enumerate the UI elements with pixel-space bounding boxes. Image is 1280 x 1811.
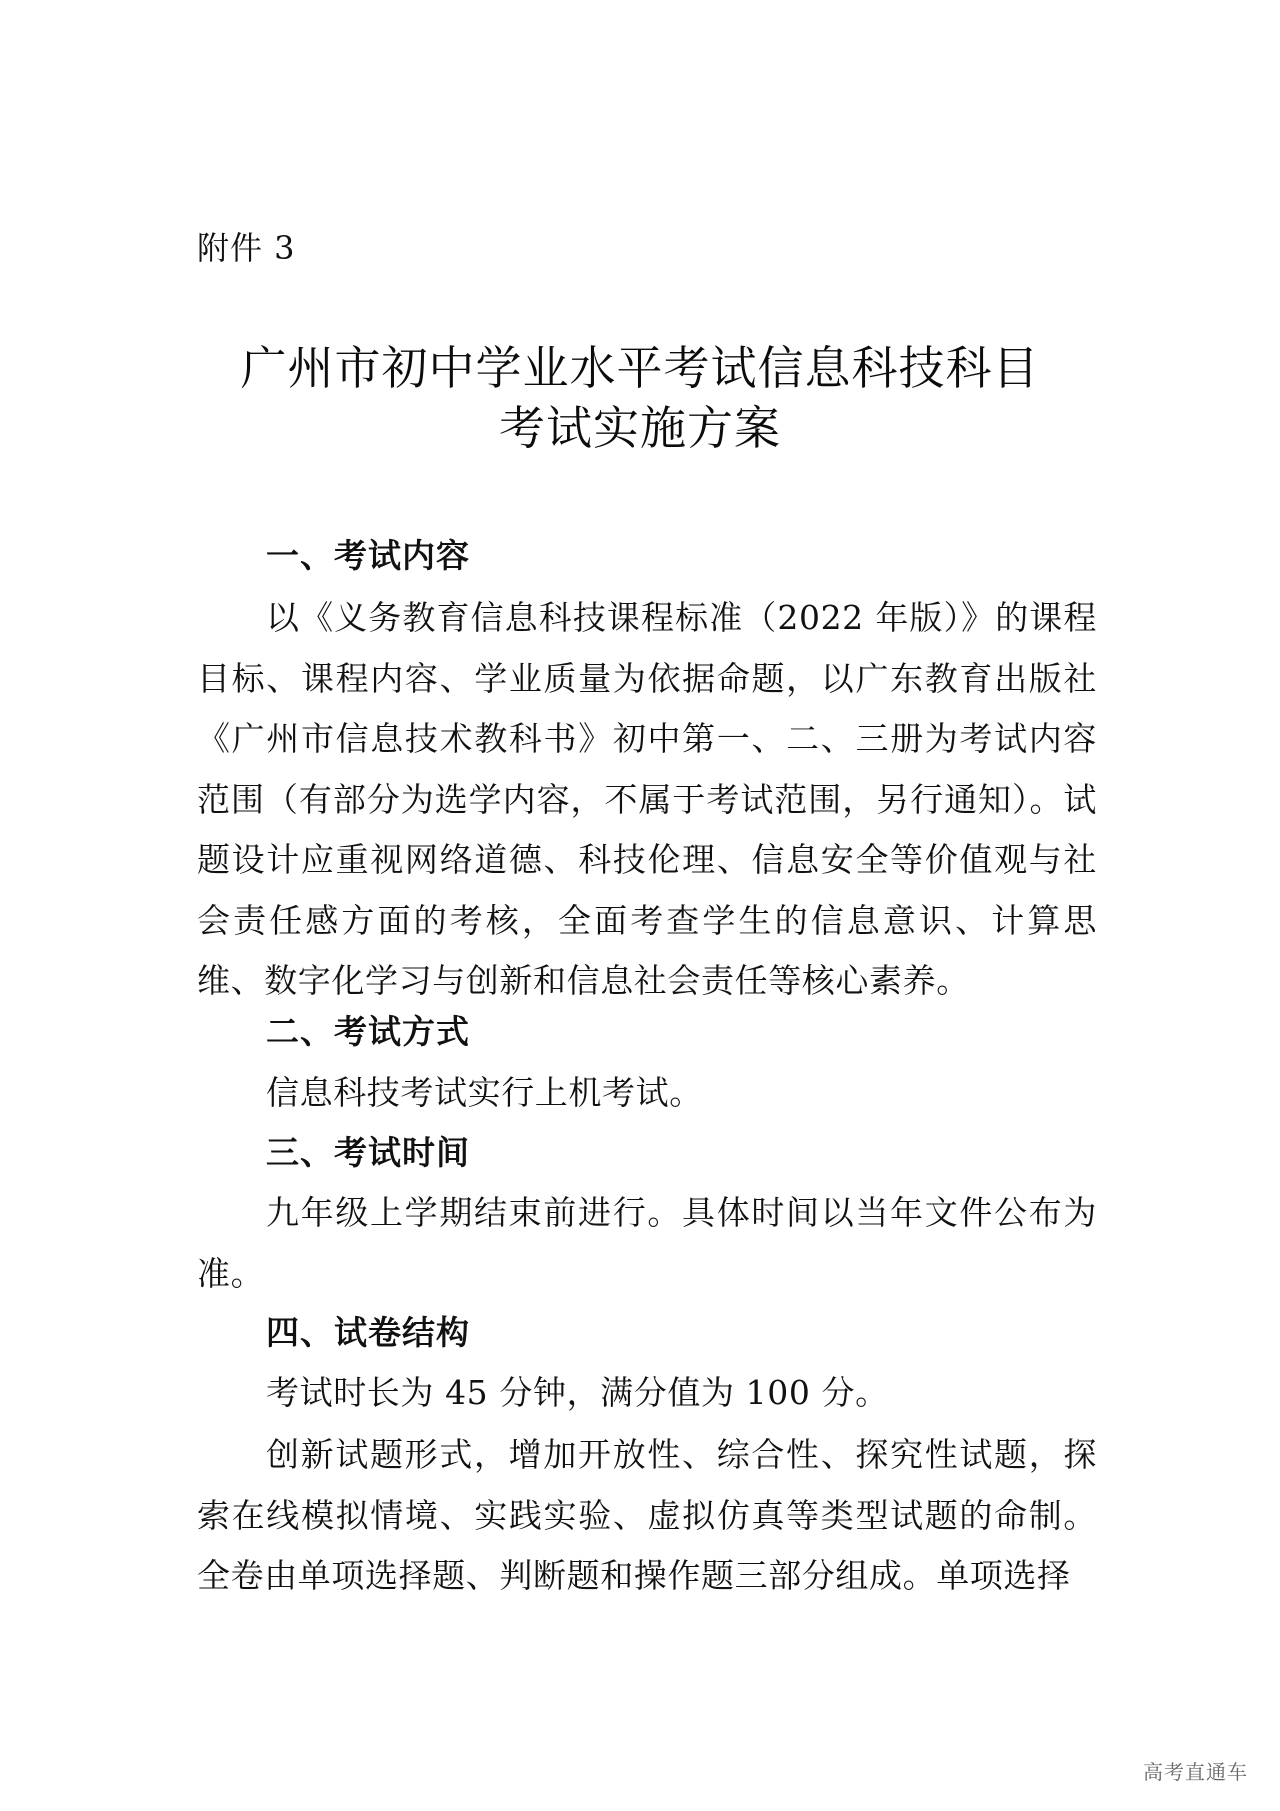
section-heading-structure: 四、试卷结构: [266, 1313, 470, 1352]
section-body-duration: 考试时长为 45 分钟，满分值为 100 分。: [266, 1373, 889, 1412]
section-body-format: 创新试题形式，增加开放性、综合性、探究性试题，探索在线模拟情境、实践实验、虚拟仿真等类型试题的命制。全卷由单项选择题、判断题和操作题三部分组成。单项选择: [197, 1435, 1097, 1595]
document-title: [0, 338, 1280, 458]
title-line-2: 考试实施方案: [499, 401, 781, 455]
section-heading-method: 二、考试方式: [266, 1012, 470, 1051]
section-body-method: 信息科技考试实行上机考试。: [266, 1073, 703, 1112]
section-body-content: 以《义务教育信息科技课程标准（2022 年版）》的课程目标、课程内容、学业质量为依据命题，以广东教育出版社《广州市信息技术教科书》初中第一、二、三册为考试内容范围（有部分为选学内容，不属于考试范围，另行通知）。试题设计应重视网络道德、科技伦理、信息安全等价值观与社会责任感方面的考核，全面考查学生的信息意识、计算思维、数字化学习与创新和信息社会责任等核心素养。: [197, 598, 1097, 1000]
section-heading-content: 一、考试内容: [266, 536, 470, 575]
attachment-label: 附件 3: [197, 229, 296, 267]
watermark-text: 高考直通车: [1143, 1760, 1248, 1784]
section-body-time: 九年级上学期结束前进行。具体时间以当年文件公布为准。: [197, 1193, 1097, 1293]
section-heading-time: 三、考试时间: [266, 1133, 470, 1172]
title-line-1: 广州市初中学业水平考试信息科技科目: [240, 341, 1040, 395]
